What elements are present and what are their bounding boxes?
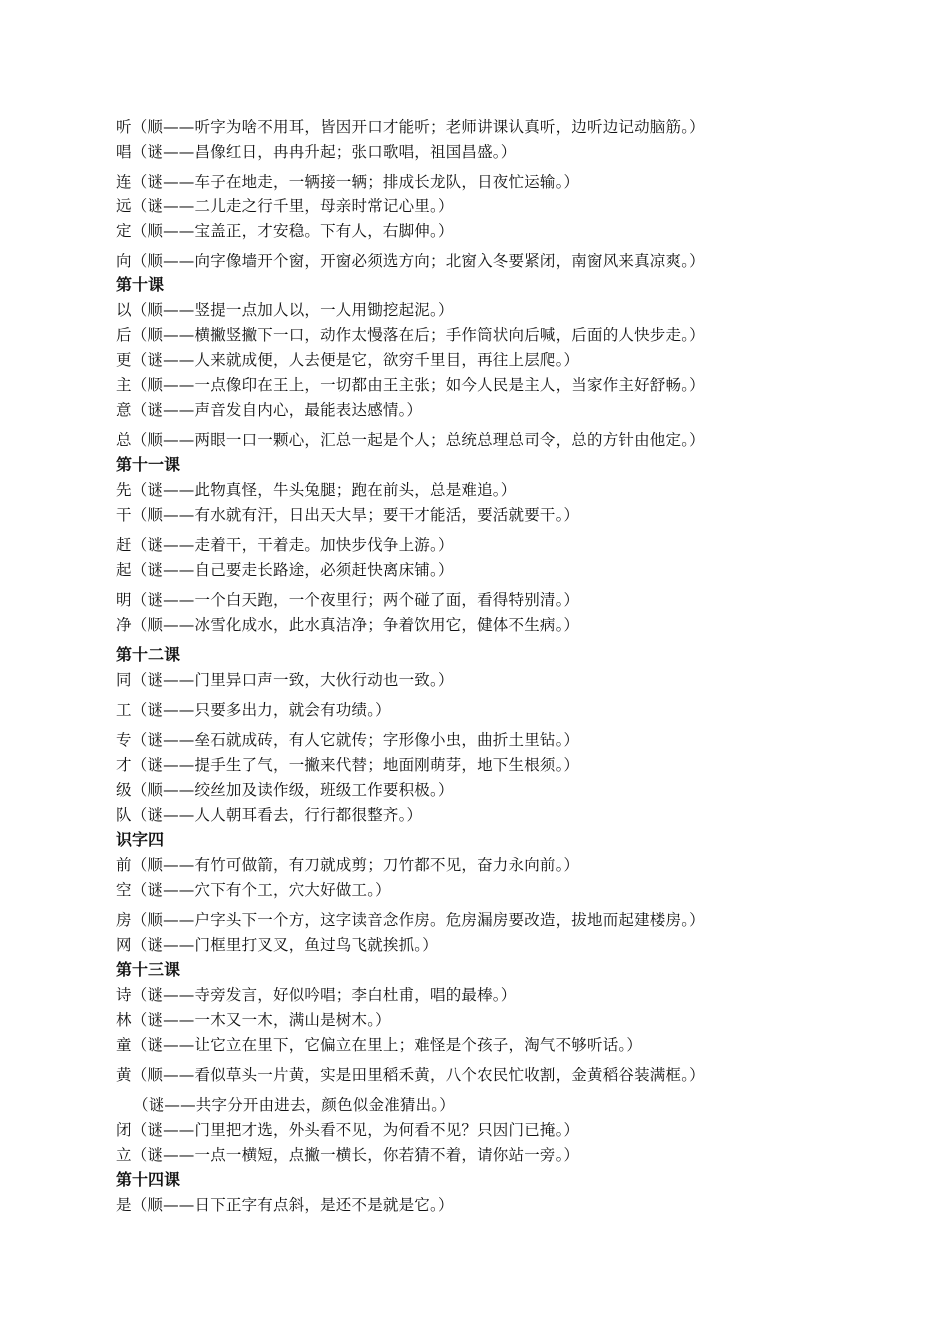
character-entry: 更（谜——人来就成便，人去便是它，欲穷千里目，再往上层爬。）	[116, 351, 580, 369]
character-entry: 净（顺——冰雪化成水，此水真洁净；争着饮用它，健体不生病。）	[116, 616, 580, 634]
character-entry: 闭（谜——门里把才选，外头看不见，为何看不见？只因门已掩。）	[116, 1121, 580, 1139]
character-entry: 主（顺——一点像印在王上，一切都由王主张；如今人民是主人，当家作主好舒畅。）	[116, 376, 705, 394]
character-entry: 童（谜——让它立在里下，它偏立在里上；难怪是个孩子，淘气不够听话。）	[116, 1036, 643, 1054]
character-entry: 先（谜——此物真怪，牛头兔腿；跑在前头，总是难追。）	[116, 481, 517, 499]
character-entry: 队（谜——人人朝耳看去，行行都很整齐。）	[116, 806, 423, 824]
character-entry: 总（顺——两眼一口一颗心，汇总一起是个人；总统总理总司令，总的方针由他定。）	[116, 431, 705, 449]
section-heading: 第十二课	[116, 645, 181, 664]
section-heading: 第十三课	[116, 960, 181, 979]
character-entry: 起（谜——自己要走长路途，必须赶快离床铺。）	[116, 561, 454, 579]
character-entry: 干（顺——有水就有汗，日出天大旱；要干才能活，要活就要干。）	[116, 506, 580, 524]
character-entry: 明（谜——一个白天跑，一个夜里行；两个碰了面，看得特别清。）	[116, 591, 580, 609]
character-entry: 空（谜——穴下有个工，穴大好做工。）	[116, 881, 391, 899]
section-heading: 第十四课	[116, 1170, 181, 1189]
character-entry: 定（顺——宝盖正，才安稳。下有人，右脚伸。）	[116, 222, 454, 240]
section-heading: 第十课	[116, 275, 165, 294]
character-entry: 同（谜——门里异口声一致，大伙行动也一致。）	[116, 671, 454, 689]
character-entry: 林（谜——一木又一木，满山是树木。）	[116, 1011, 391, 1029]
character-entry: 连（谜——车子在地走，一辆接一辆；排成长龙队，日夜忙运输。）	[116, 173, 580, 191]
section-heading: 识字四	[116, 830, 165, 849]
character-entry: 才（谜——提手生了气，一撇来代替；地面刚萌芽，地下生根须。）	[116, 756, 580, 774]
character-entry: 是（顺——日下正字有点斜，是还不是就是它。）	[116, 1196, 454, 1214]
character-entry: 向（顺——向字像墙开个窗，开窗必须选方向；北窗入冬要紧闭，南窗风来真凉爽。）	[116, 252, 705, 270]
character-entry: 意（谜——声音发自内心，最能表达感情。）	[116, 401, 423, 419]
character-entry: 远（谜——二儿走之行千里，母亲时常记心里。）	[116, 197, 454, 215]
character-entry: 听（顺——听字为啥不用耳，皆因开口才能听；老师讲课认真听，边听边记动脑筋。）	[116, 118, 705, 136]
character-entry: 黄（顺——看似草头一片黄，实是田里稻禾黄，八个农民忙收割，金黄稻谷装满框。）	[116, 1066, 705, 1084]
character-entry: 前（顺——有竹可做箭，有刀就成剪；刀竹都不见，奋力永向前。）	[116, 856, 580, 874]
character-entry: 诗（谜——寺旁发言，好似吟唱；李白杜甫，唱的最棒。）	[116, 986, 517, 1004]
character-entry: 专（谜——垒石就成砖，有人它就传；字形像小虫，曲折土里钻。）	[116, 731, 580, 749]
character-entry: 级（顺——绞丝加及读作级，班级工作要积极。）	[116, 781, 454, 799]
section-heading: 第十一课	[116, 455, 181, 474]
character-entry: 以（顺——竖提一点加人以，一人用锄挖起泥。）	[116, 301, 454, 319]
character-entry: 赶（谜——走着干，干着走。加快步伐争上游。）	[116, 536, 454, 554]
character-entry: 工（谜——只要多出力，就会有功绩。）	[116, 701, 391, 719]
character-entry: 立（谜——一点一横短，点撇一横长，你若猜不着，请你站一旁。）	[116, 1146, 580, 1164]
riddle-line-continuation: （谜——共字分开由进去，颜色似金准猜出。）	[133, 1096, 455, 1114]
character-entry: 房（顺——户字头下一个方，这字读音念作房。危房漏房要改造，拔地而起建楼房。）	[116, 911, 705, 929]
character-entry: 唱（谜——昌像红日，冉冉升起；张口歌唱，祖国昌盛。）	[116, 143, 517, 161]
character-entry: 网（谜——门框里打叉叉，鱼过鸟飞就挨抓。）	[116, 936, 438, 954]
character-entry: 后（顺——横撇竖撇下一口，动作太慢落在后；手作筒状向后喊，后面的人快步走。）	[116, 326, 705, 344]
